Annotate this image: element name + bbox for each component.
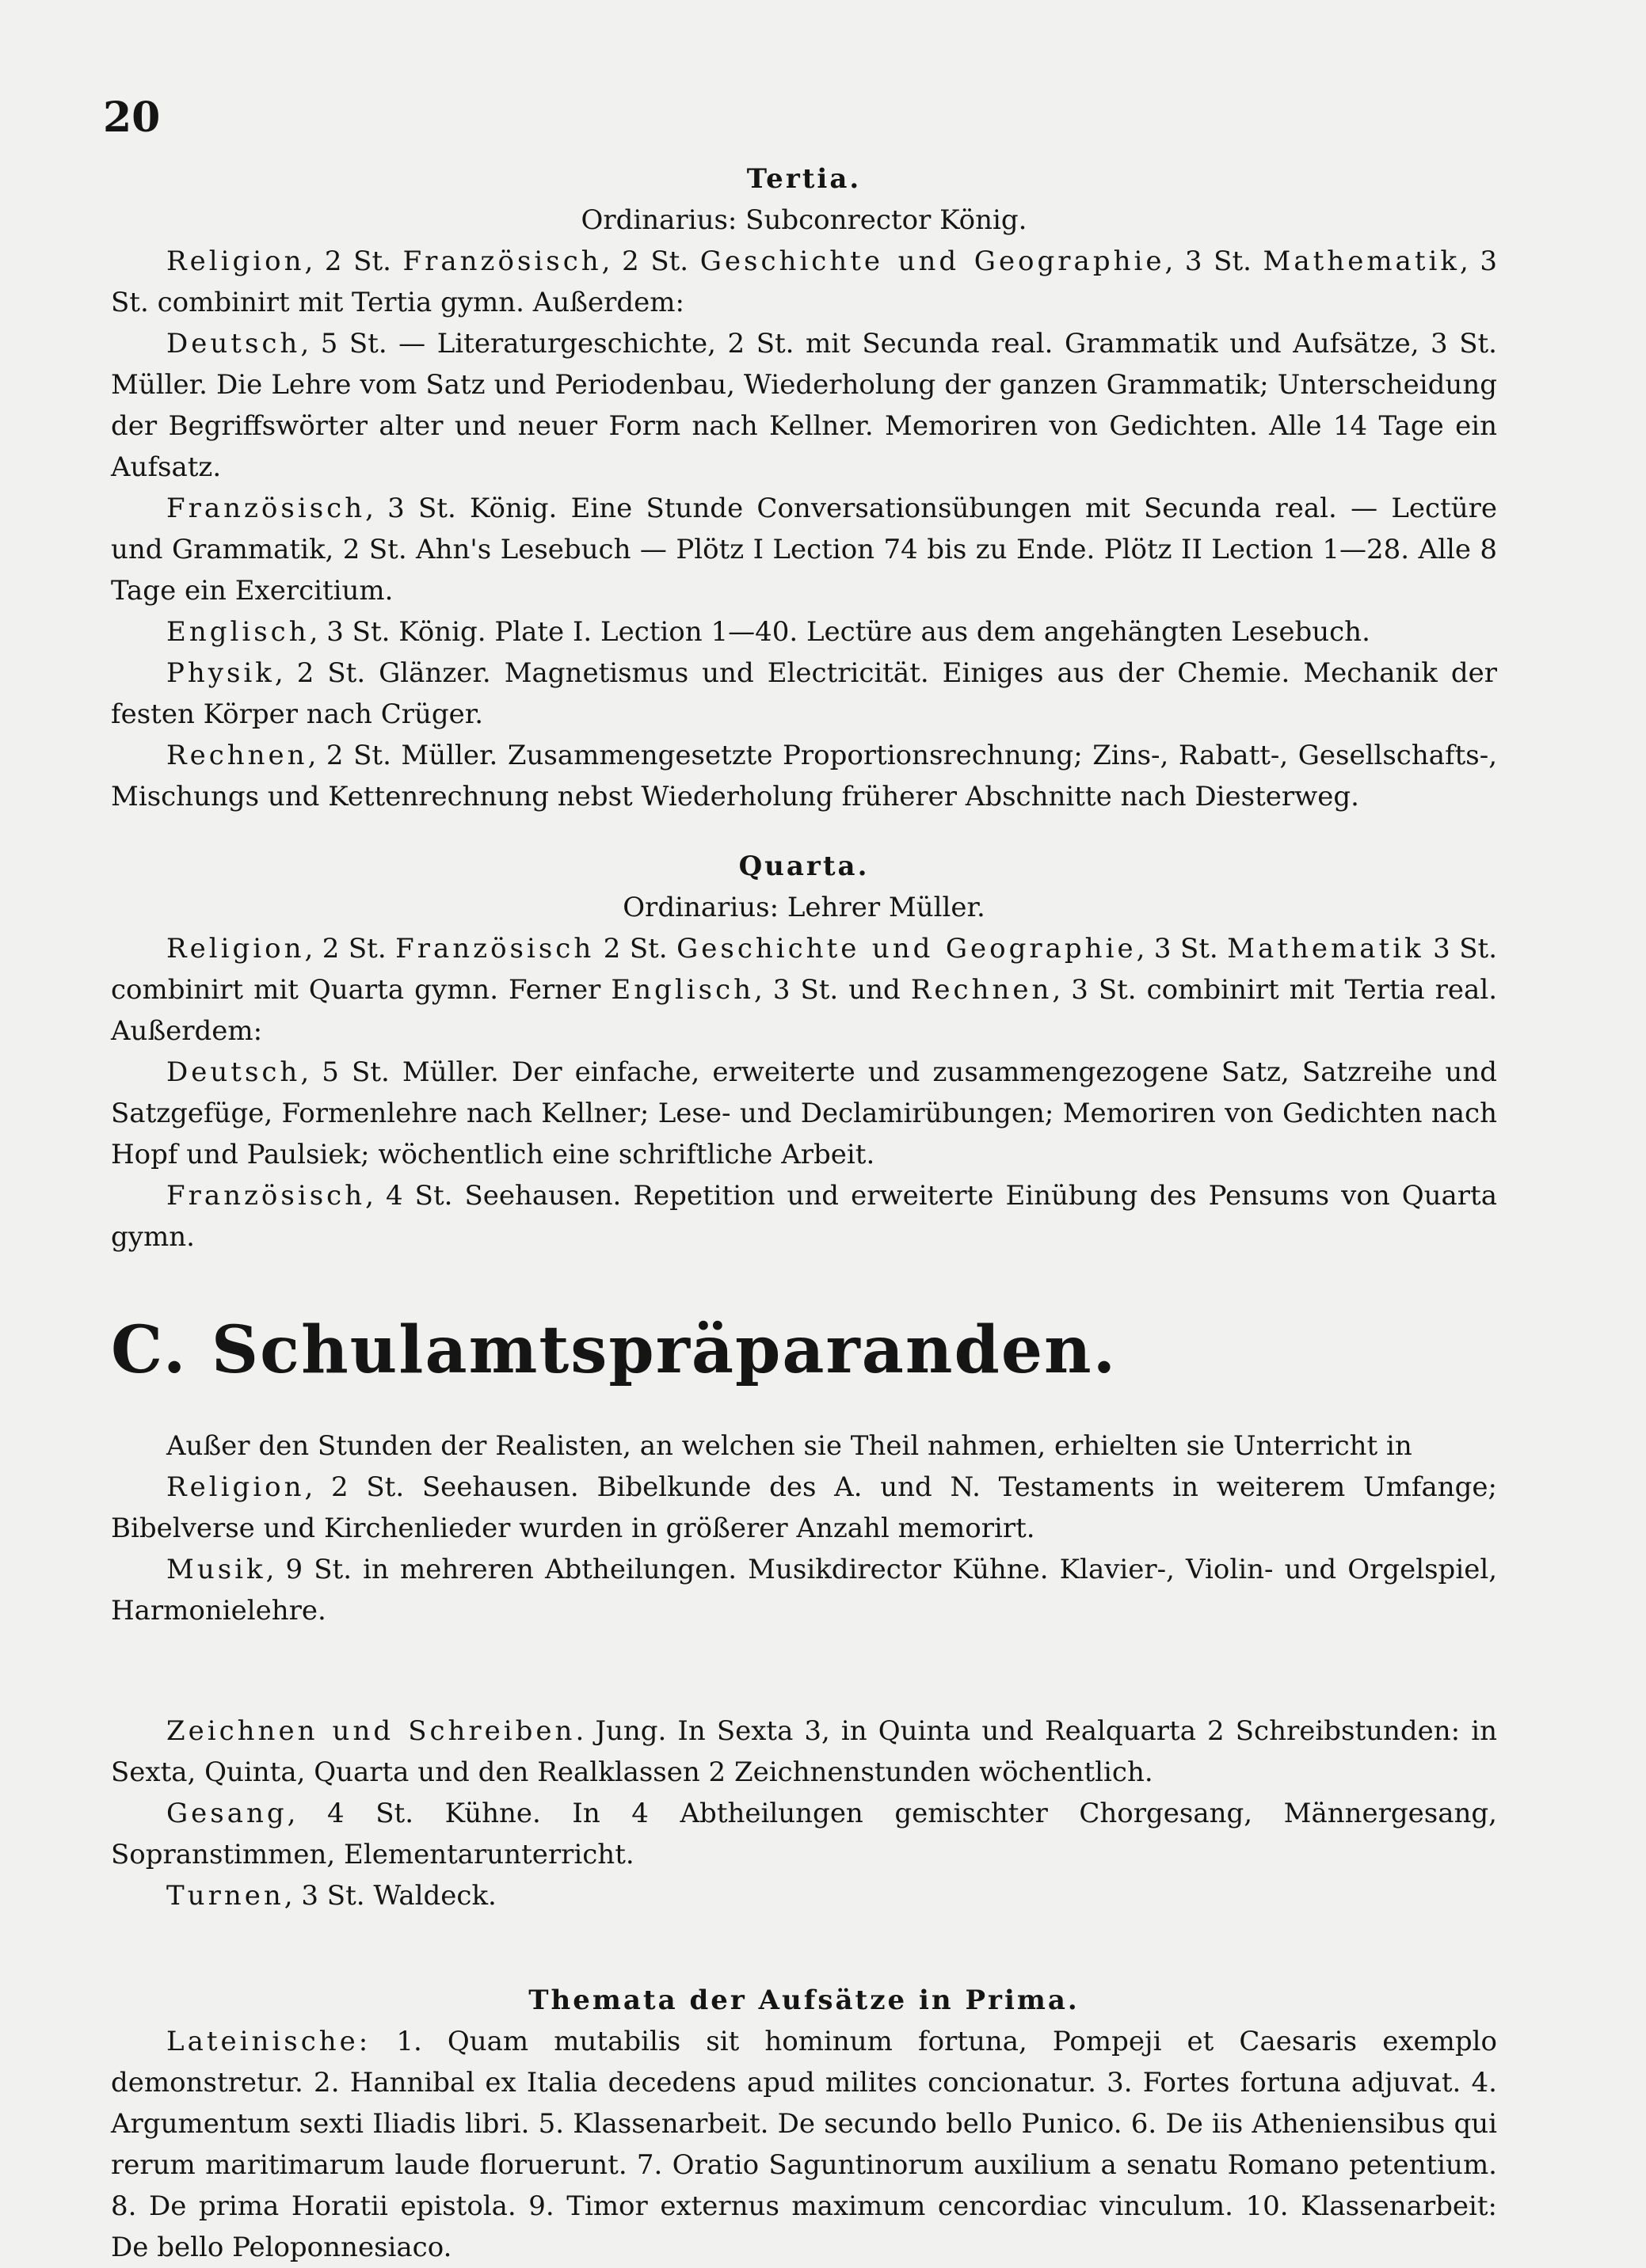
section-heading-themata: Themata der Aufsätze in Prima. [528,1984,1080,2016]
subject-englisch: Englisch [166,616,310,648]
ordinarius-quarta: Ordinarius: Lehrer Müller. [623,892,985,923]
tertia-franzoesisch-paragraph: Französisch, 3 St. König. Eine Stunde Conversationsübungen mit Secunda real. — Lectüre und Grammatik, 2 St. Ahn's Lesebuch — Plötz I Lection 74 bis zu Ende. Plötz II Lection 1—28. Alle 8 Tage ein Exercitium. [111,493,1497,607]
themata-paragraph: Lateinische: 1. Quam mutabilis sit hominum fortuna, Pompeji et Caesaris exemplo demonstretur. 2. Hannibal ex Italia decedens apud milites concionatur. 3. Fortes fortuna adjuvat. 4. Argumentum sexti Iliadis libri. 5. Klassenarbeit. De secundo bello Punico. 6. De iis Atheniensibus qui rerum maritimarum laude floruerunt. 7. Oratio Saguntinorum auxilium a senatu Romano petentium. 8. De prima Horatii epistola. 9. Timor externus maximum cencordiac vinculum. 10. Klassenarbeit: De bello Peloponnesiaco. [111,2026,1497,2263]
tertia-rechnen-paragraph: Rechnen, 2 St. Müller. Zusammengesetzte Proportionsrechnung; Zins-, Rabatt-, Gesellschafts-, Mischungs und Kettenrechnung nebst Wiederholung früherer Abschnitte nach Diesterweg. [111,740,1497,812]
subject-franzoesisch: Französisch [402,245,602,277]
subject-geschichte-geographie: Geschichte und Geographie [699,245,1165,277]
gesang-paragraph: Gesang, 4 St. Kühne. In 4 Abtheilungen gemischter Chorgesang, Männergesang, Sopranstimmen, Elementarunterricht. [111,1798,1497,1870]
section-heading-quarta: Quarta. [738,850,870,882]
tertia-deutsch-paragraph: Deutsch, 5 St. — Literaturgeschichte, 2 St. mit Secunda real. Grammatik und Aufsätze, 3 St. Müller. Die Lehre vom Satz und Periodenbau, Wiederholung der ganzen Grammatik; Unterscheidung der Begriffswörter alter und neuer Form nach Kellner. Memoriren von Gedichten. Alle 14 Tage ein Aufsatz. [111,328,1497,483]
ordinarius-tertia: Ordinarius: Subconrector König. [581,204,1027,236]
tertia-englisch-paragraph: Englisch, 3 St. König. Plate I. Lection 1—40. Lectüre aus dem angehängten Lesebuch. [166,616,1370,648]
subject-physik: Physik [166,657,275,689]
page-number: 20 [103,93,161,142]
section-heading-tertia: Tertia. [746,163,862,195]
quarta-intro: Religion, 2 St. Französisch 2 St. Geschichte und Geographie, 3 St. Mathematik 3 St. combinirt mit Quarta gymn. Ferner Englisch, 3 St. und Rechnen, 3 St. combinirt mit Tertia real. Außerdem: [111,933,1498,1047]
zeichnen-paragraph: Zeichnen und Schreiben. Jung. In Sexta 3, in Quinta und Realquarta 2 Schreibstunden: in Sexta, Quinta, Quarta und den Realklassen 2 Zeichnenstunden wöchentlich. [111,1715,1497,1788]
subject-mathematik: Mathematik [1263,245,1460,277]
page-content [111,158,1497,2268]
tertia-physik-paragraph: Physik, 2 St. Glänzer. Magnetismus und Electricität. Einiges aus der Chemie. Mechanik der festen Körper nach Crüger. [111,657,1497,730]
tertia-intro: Religion, 2 St. Französisch, 2 St. Geschichte und Geographie, 3 St. Mathematik, 3 St. combinirt mit Tertia gymn. Außerdem: [111,245,1498,318]
subject-franzoesisch: Französisch [166,493,366,524]
section-c-intro: Außer den Stunden der Realisten, an welchen sie Theil nahmen, erhielten sie Unterricht in [166,1430,1412,1462]
section-heading-c: C. Schulamtspräparanden. [111,1312,1118,1388]
section-c-religion-paragraph: Religion, 2 St. Seehausen. Bibelkunde des A. und N. Testaments in weiterem Umfange; Bibelverse und Kirchenlieder wurden in größerer Anzahl memorirt. [111,1471,1497,1544]
subject-religion: Religion [166,245,305,277]
section-c-musik-paragraph: Musik, 9 St. in mehreren Abtheilungen. Musikdirector Kühne. Klavier-, Violin- und Orgelspiel, Harmonielehre. [111,1554,1497,1627]
subject-rechnen: Rechnen [166,740,308,771]
quarta-deutsch-paragraph: Deutsch, 5 St. Müller. Der einfache, erweiterte und zusammengezogene Satz, Satzreihe und Satzgefüge, Formenlehre nach Kellner; Lese- und Declamirübungen; Memoriren von Gedichten nach Hopf und Paulsiek; wöchentlich eine schriftliche Arbeit. [111,1056,1497,1170]
subject-deutsch: Deutsch [166,328,301,360]
quarta-franzoesisch-paragraph: Französisch, 4 St. Seehausen. Repetition und erweiterte Einübung des Pensums von Quarta gymn. [111,1180,1497,1253]
turnen-paragraph: Turnen, 3 St. Waldeck. [166,1880,497,1912]
